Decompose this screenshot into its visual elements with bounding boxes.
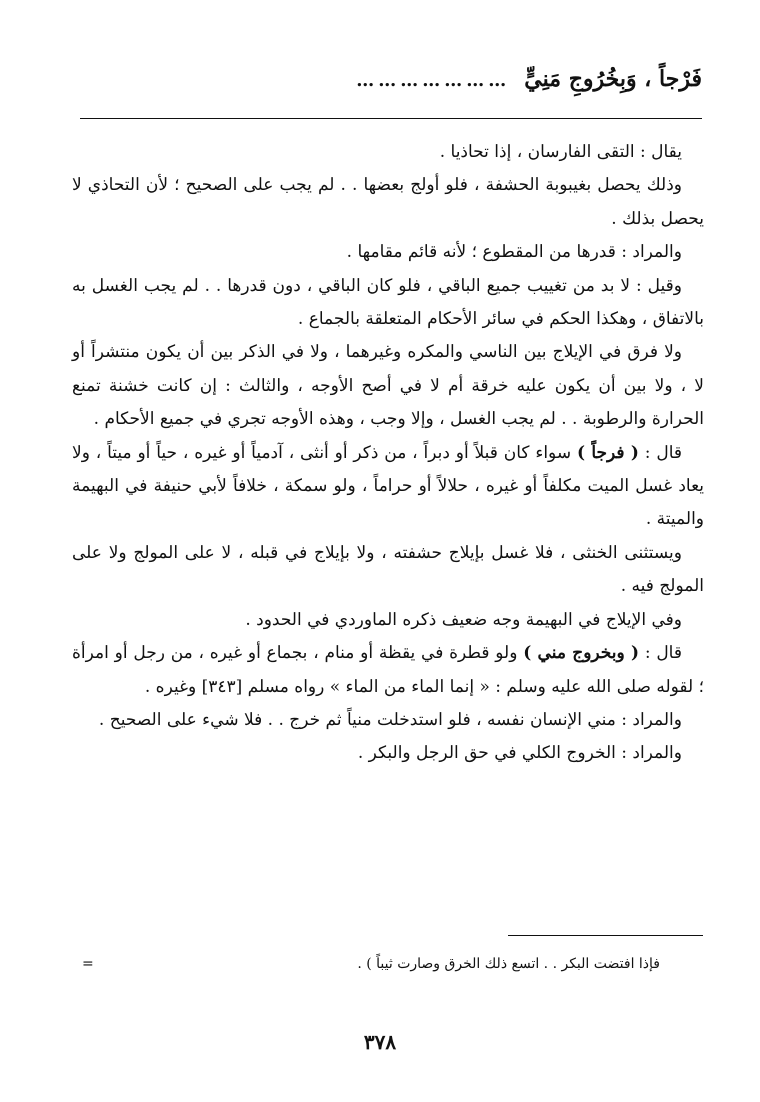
paragraph: ويستثنى الخنثى ، فلا غسل بإيلاج حشفته ، ولا بإيلاج في قبله ، لا على المولج ولا على المولج فيه . [72, 542, 704, 597]
paragraph: قال : ( فرجاً ) سواء كان قبلاً أو دبراً ، من ذكر أو أنثى ، آدمياً أو غيره ، حياً أو ميتاً ، ولا يعاد غسل الميت مكلفاً أو غيره ، حلالاً أو حراماً ، ولو سمكة ، خلافاً لأبي حنيفة في البهيمة والميتة . [72, 442, 704, 530]
paragraph: قال : ( وبخروج مني ) ولو قطرة في يقظة أو منام ، بجماع أو غيره ، من رجل أو امرأة ؛ لقوله صلى الله عليه وسلم : « إنما الماء من الماء » رواه مسلم [٣٤٣] وغيره . [72, 643, 704, 697]
footnote-text: فإذا افتضت البكر . . اتسع ذلك الخرق وصارت ثيباً ) . [357, 956, 660, 972]
paragraph: وفي الإيلاج في البهيمة وجه ضعيف ذكره الماوردي في الحدود . [245, 609, 682, 630]
paragraph: وقيل : لا بد من تغييب جميع الباقي ، فلو كان الباقي ، دون قدرها . . لم يجب الغسل به بالاتفاق ، وهكذا الحكم في سائر الأحكام المتعلقة بالجماع . [72, 275, 704, 330]
paragraph: والمراد : مني الإنسان نفسه ، فلو استدخلت منياً ثم خرج . . فلا شيء على الصحيح . [98, 709, 682, 730]
header-leader-dots: ………………… [356, 70, 511, 91]
header-title: فَرْجاً ، وَبِخُرُوجِ مَنِيٍّ [524, 66, 702, 92]
main-text [72, 136, 704, 771]
header-rule [80, 118, 702, 119]
paragraph: يقال : التقى الفارسان ، إذا تحاذيا . [439, 142, 682, 162]
running-header [80, 66, 702, 92]
paragraph: وذلك يحصل بغيبوبة الحشفة ، فلو أولج بعضها . . لم يجب على الصحيح ؛ لأن التحاذي لا يحصل بذلك . [72, 175, 704, 229]
footnote-rule [508, 935, 703, 936]
matn-quote: ( وبخروج مني ) [523, 643, 640, 664]
paragraph: والمراد : قدرها من المقطوع ؛ لأنه قائم مقامها . [346, 242, 682, 263]
footnote-continuation-mark: = [82, 956, 94, 972]
page-number: ٣٧٨ [363, 1030, 397, 1054]
paragraph: والمراد : الخروج الكلي في حق الرجل والبكر . [357, 743, 682, 764]
matn-quote: ( فرجاً ) [576, 442, 639, 463]
paragraph: ولا فرق في الإيلاج بين الناسي والمكره وغيرهما ، ولا في الذكر بين أن يكون منتشراً أو لا ، ولا بين أن يكون عليه خرقة أم لا في أصح الأوجه ، والثالث : إن كانت خشنة تمنع الحرارة والرطوبة . . لم يجب الغسل ، وإلا وجب ، وهذه الأوجه تجري في جميع الأحكام . [72, 342, 704, 430]
footnote [72, 952, 704, 976]
